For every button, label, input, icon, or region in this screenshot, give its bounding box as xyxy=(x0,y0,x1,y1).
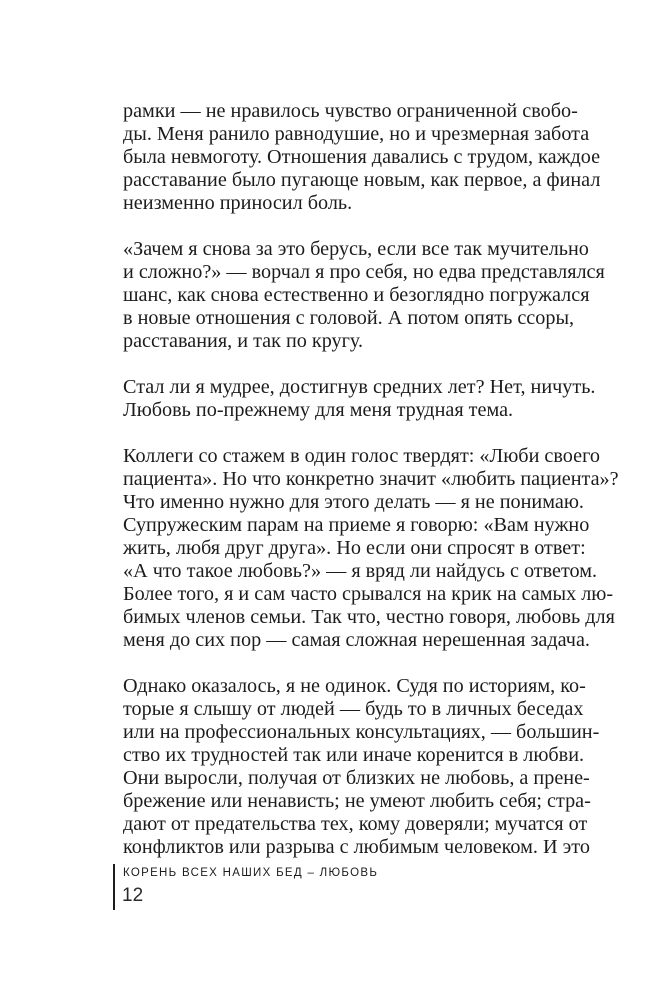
text-line: Супружеским парам на приеме я говорю: «Вам нужно xyxy=(123,514,590,536)
text-line: Коллеги со стажем в один голос твердят: «Люби своего xyxy=(123,445,600,467)
text-line: Однако оказалось, я не одинок. Судя по историям, ко- xyxy=(123,675,586,697)
text-line: ды. Меня ранило равнодушие, но и чрезмерная забота xyxy=(123,123,590,145)
text-line: торые я слышу от людей — будь то в личных беседах xyxy=(123,698,584,720)
text-line: рамки — не нравилось чувство ограниченной свобо- xyxy=(123,100,578,122)
text-line: расставание было пугающе новым, как первое, а финал xyxy=(123,169,601,191)
text-line: дают от предательства тех, кому доверяли; мучатся от xyxy=(123,813,588,835)
text-line: шанс, как снова естественно и безоглядно погружался xyxy=(123,284,590,306)
running-head: КОРЕНЬ ВСЕХ НАШИХ БЕД – ЛЮБОВЬ xyxy=(123,867,379,879)
text-line: пациента». Но что конкретно значит «любить пациента»? xyxy=(123,468,619,490)
text-line: неизменно приносил боль. xyxy=(123,192,353,214)
text-line: брежение или ненависть; не умеют любить себя; стра- xyxy=(123,790,591,812)
text-line: бимых членов семьи. Так что, честно говоря, любовь для xyxy=(123,606,615,628)
text-line: и сложно?» — ворчал я про себя, но едва представлялся xyxy=(123,261,605,283)
text-line: была невмоготу. Отношения давались с трудом, каждое xyxy=(123,146,601,168)
text-line: Они выросли, получая от близких не любовь, а прене- xyxy=(123,767,590,789)
text-line: или на профессиональных консультациях, — большин- xyxy=(123,721,600,743)
text-line: жить, любя друг друга». Но если они спросят в ответ: xyxy=(123,537,586,559)
text-line: «А что такое любовь?» — я вряд ли найдусь с ответом. xyxy=(123,560,598,582)
text-line: Любовь по-прежнему для меня трудная тема. xyxy=(123,399,514,421)
text-line: меня до сих пор — самая сложная нерешенная задача. xyxy=(123,629,590,651)
text-line: «Зачем я снова за это берусь, если все так мучительно xyxy=(123,238,589,260)
text-line: конфликтов или разрыва с любимым человеком. И это xyxy=(123,836,590,858)
text-line: расставания, и так по кругу. xyxy=(123,330,364,352)
page-number: 12 xyxy=(122,885,144,906)
footer-rule xyxy=(113,864,115,910)
text-line: ство их трудностей так или иначе коренится в любви. xyxy=(123,744,585,766)
text-line: Стал ли я мудрее, достигнув средних лет? Нет, ничуть. xyxy=(123,376,596,398)
text-line: в новые отношения с головой. А потом опять ссоры, xyxy=(123,307,575,329)
text-line: Что именно нужно для этого делать — я не понимаю. xyxy=(123,491,584,513)
text-line: Более того, я и сам часто срывался на крик на самых лю- xyxy=(123,583,614,605)
